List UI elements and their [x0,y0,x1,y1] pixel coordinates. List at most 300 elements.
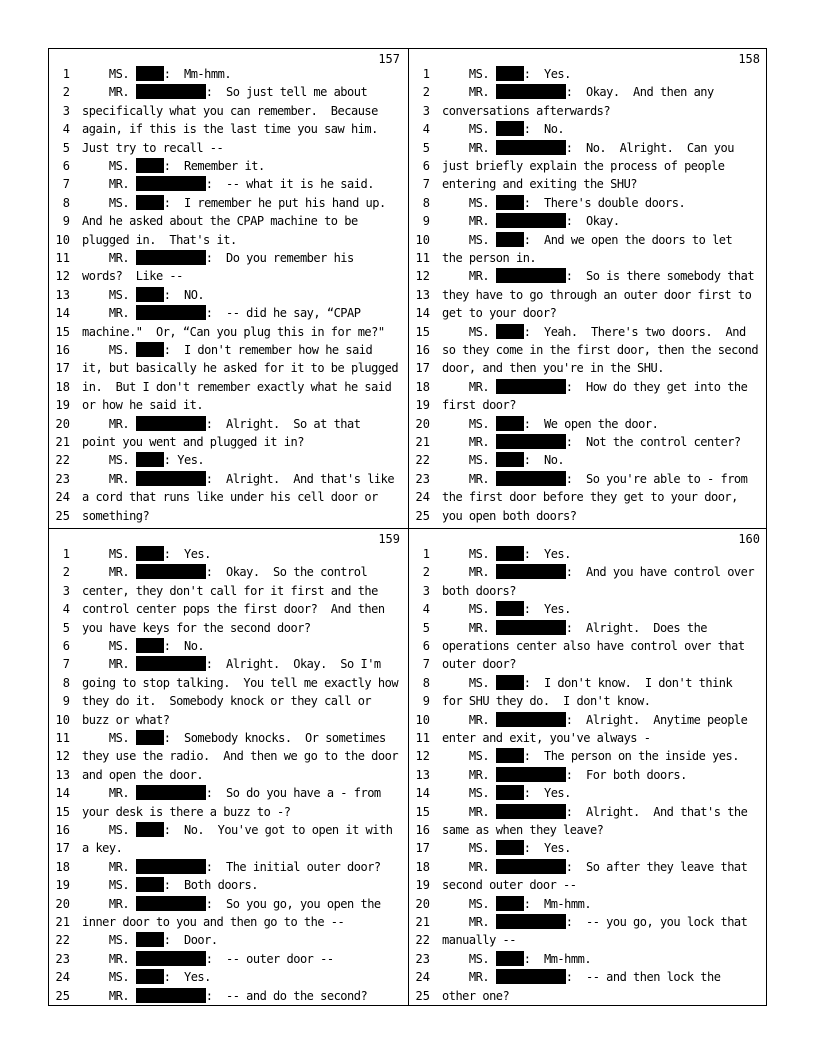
line-number: 24 [55,490,70,505]
redaction-box [496,969,566,984]
line-text: MR. [442,269,496,284]
line-text: they do it. Somebody knock or they call or [82,694,372,709]
redaction-box [496,232,524,247]
line-text: MS. [82,343,136,357]
line-text: you open both doors? [442,508,577,523]
line-text: center, they don't call for it first and the [82,583,378,598]
transcript-line [442,120,564,138]
line-number: 8 [422,675,430,690]
line-number: 17 [55,841,70,856]
redaction-box [496,471,566,486]
line-text: : Yes. [523,547,571,561]
redaction-box [136,730,164,745]
transcript-line [442,194,685,212]
redaction-box [496,546,524,561]
redaction-box [496,66,524,81]
transcript-line [82,451,204,469]
transcript-line [442,231,732,249]
transcript-line [82,895,381,913]
line-text: MR. [442,804,496,819]
line-text: : No. You've got to open it with [163,823,393,837]
line-number: 9 [422,694,430,709]
line-text: operations center also have control over that [442,639,745,653]
transcript-line [82,931,218,949]
line-number: 3 [62,583,70,598]
page-number: 157 [378,52,400,66]
line-text: you have keys for the second door? [82,620,311,635]
line-text: MR. [442,214,496,229]
line-number: 25 [415,988,430,1003]
redaction-box [496,195,524,210]
line-text: : The initial outer door? [205,859,381,874]
transcript-line [82,120,378,138]
line-text: same as when they leave? [442,823,604,837]
line-text: MR. [82,85,136,100]
line-text: : I don't remember how he said [163,343,373,357]
transcript-line [82,433,304,451]
transcript-line [82,231,237,249]
line-text: : Alright. Does the [565,620,708,635]
line-text: : -- you go, you lock that [565,915,748,929]
transcript-line [442,175,637,193]
line-text: MS. [442,841,496,856]
transcript-line [442,545,571,563]
redaction-box [496,859,566,874]
line-text: entering and exiting the SHU? [442,177,638,192]
transcript-line [442,931,516,949]
transcript-line [82,65,231,83]
line-number: 15 [415,804,430,819]
line-number: 19 [55,398,70,413]
redaction-box [136,564,206,579]
transcript-line [82,950,334,968]
line-text: MS. [442,675,496,690]
line-number: 15 [55,804,70,819]
redaction-box [496,951,524,966]
line-text: MR. [442,435,496,449]
line-text: : Alright. So at that [205,416,361,431]
line-text: your desk is there a buzz to -? [82,804,291,819]
transcript-line [82,582,378,600]
line-text: MS. [442,195,496,210]
line-text: MS. [82,878,136,893]
line-number: 7 [62,657,70,672]
line-text: inner door to you and then go to the -- [82,915,345,929]
line-text: : No. [523,453,565,468]
redaction-box [136,932,164,947]
redaction-box [136,969,164,984]
line-text: MS. [442,951,496,966]
transcript-line [442,582,516,600]
redaction-box [136,822,164,837]
line-number: 2 [422,85,430,100]
line-number: 21 [415,435,430,449]
line-text: : Alright. Anytime people [565,712,748,727]
line-number: 18 [415,379,430,394]
line-number: 3 [62,103,70,118]
line-number: 23 [55,951,70,966]
line-number: 23 [55,471,70,486]
line-number: 16 [55,343,70,357]
redaction-box [496,804,566,819]
redaction-box [496,379,566,394]
line-number: 1 [62,67,70,81]
line-number: 23 [415,471,430,486]
line-number: 9 [62,694,70,709]
line-text: machine." Or, “Can you plug this in for me?" [82,324,385,339]
redaction-box [496,84,566,99]
transcript-line [82,286,204,304]
line-text: : Door. [163,933,218,948]
transcript-line [82,545,211,563]
line-number: 22 [415,933,430,948]
transcript-line [82,913,344,931]
transcript-line [82,876,258,894]
line-number: 20 [55,416,70,431]
transcript-line [442,378,747,396]
line-text: MR. [442,379,496,394]
redaction-box [496,675,524,690]
line-text: words? Like -- [82,269,183,284]
transcript-line [82,803,290,821]
transcript-line [442,249,536,267]
line-number: 24 [415,490,430,505]
line-number: 10 [415,712,430,727]
line-text: : We open the door. [523,416,659,431]
line-text: : Mm-hmm. [523,896,592,911]
line-number: 10 [415,232,430,247]
line-number: 21 [55,435,70,449]
transcript-line [442,83,714,101]
line-text: control center pops the first door? And then [82,602,385,617]
line-text: MR. [442,915,496,929]
line-text: : For both doors. [565,767,687,782]
line-text: second outer door -- [442,878,577,893]
line-text: MR. [442,970,496,985]
transcript-line [82,323,385,341]
line-text: : So is there somebody that [565,269,755,284]
redaction-box [136,305,206,320]
line-number: 5 [62,620,70,635]
page-158 [412,50,764,526]
line-number: 13 [415,767,430,782]
line-text: : Yes. [163,970,211,985]
line-text: MR. [82,786,136,801]
transcript-line [442,747,739,765]
transcript-line [442,692,650,710]
line-text: other one? [442,988,510,1003]
line-text: MS. [442,547,496,561]
transcript-line [82,249,354,267]
line-number: 11 [415,251,430,265]
line-number: 6 [422,159,430,173]
redaction-box [496,914,566,929]
line-text: first door? [442,398,516,413]
line-text: : I remember he put his hand up. [163,195,386,210]
line-number: 13 [55,767,70,782]
line-number: 15 [415,324,430,339]
line-text: : So do you have a - from [205,786,381,801]
line-text: : Yes. [523,602,571,617]
line-text: MR. [82,565,136,580]
line-text: MS. [82,453,136,468]
line-text: just briefly explain the process of people [442,159,725,173]
transcript-line [442,157,724,175]
line-text: MR. [442,712,496,727]
line-number: 11 [415,731,430,745]
line-text: MS. [82,67,136,81]
line-text: point you went and plugged it in? [82,435,304,449]
transcript-line [442,803,747,821]
line-text: MR. [82,951,136,966]
line-number: 17 [415,841,430,856]
line-text: : The person on the inside yes. [523,749,739,764]
line-text: MS. [82,823,136,837]
transcript-line [82,194,386,212]
redaction-box [496,324,524,339]
line-text: they use the radio. And then we go to the door [82,749,399,764]
transcript-line [82,968,211,986]
redaction-box [136,877,164,892]
transcript-line [442,433,741,451]
line-text: MS. [82,159,136,173]
line-number: 1 [422,67,430,81]
transcript-line [442,102,610,120]
line-text: going to stop talking. You tell me exactly how [82,675,399,690]
line-text: : And we open the doors to let [523,232,733,247]
line-number: 1 [422,547,430,561]
line-number: 18 [55,379,70,394]
transcript-line [82,415,360,433]
transcript-line [82,619,311,637]
line-number: 8 [62,675,70,690]
line-number: 20 [55,896,70,911]
line-number: 2 [422,565,430,580]
line-text: : Yes. [163,547,211,561]
line-text: enter and exit, you've always - [442,731,651,745]
line-text: : Yes. [523,786,571,801]
transcript-line [82,766,203,784]
line-number: 4 [62,602,70,617]
line-number: 20 [415,416,430,431]
line-number: 12 [415,749,430,764]
line-text: Just try to recall -- [82,140,224,155]
transcript-line [442,950,591,968]
line-number: 5 [422,140,430,155]
transcript-line [82,304,360,322]
line-number: 19 [415,878,430,893]
line-text: : Mm-hmm. [163,67,232,81]
line-number: 12 [55,749,70,764]
transcript-line [442,415,658,433]
line-text: : Okay. And then any [565,85,714,100]
redaction-box [136,250,206,265]
line-text: buzz or what? [82,712,170,727]
redaction-box [136,471,206,486]
line-text: MR. [82,859,136,874]
transcript-line [442,913,747,931]
line-text: MR. [442,767,496,782]
redaction-box [496,268,566,283]
line-text: : Yeah. There's two doors. And [523,324,746,339]
line-number: 13 [415,287,430,302]
line-text: : Yes. [163,453,205,468]
line-number: 25 [415,508,430,523]
transcript-line [442,766,687,784]
transcript-line [442,212,620,230]
line-text: again, if this is the last time you saw him. [82,122,378,137]
line-text: MR. [82,416,136,431]
line-text: MR. [82,471,136,486]
line-number: 8 [422,195,430,210]
redaction-box [136,176,206,191]
transcript-line [442,821,603,839]
line-text: outer door? [442,657,516,672]
line-number: 9 [62,214,70,229]
line-text: : I don't know. I don't think [523,675,733,690]
transcript-line [442,876,577,894]
line-number: 22 [55,933,70,948]
line-text: MS. [82,970,136,985]
line-number: 8 [62,195,70,210]
line-number: 24 [55,970,70,985]
line-text: for SHU they do. I don't know. [442,694,651,709]
transcript-line [442,304,556,322]
line-text: : So you go, you open the [205,896,381,911]
page-number: 158 [738,52,760,66]
line-text: MR. [82,988,136,1003]
redaction-box [136,287,164,302]
line-number: 11 [55,731,70,745]
line-number: 16 [415,823,430,837]
transcript-line [82,711,169,729]
page-number: 160 [738,532,760,546]
redaction-box [136,785,206,800]
line-number: 24 [415,970,430,985]
transcript-line [82,507,149,525]
line-text: MR. [82,306,136,321]
transcript-line [82,692,371,710]
line-text: MR. [82,177,136,192]
line-text: : Okay. So the control [205,565,368,580]
line-text: MR. [82,657,136,672]
transcript-line [82,600,385,618]
line-number: 7 [422,657,430,672]
transcript-line [442,619,707,637]
line-text: the first door before they get to your door, [442,490,738,505]
transcript-line [442,858,747,876]
line-number: 18 [415,859,430,874]
line-text: : Not the control center? [565,435,741,449]
transcript-line [442,655,516,673]
transcript-line [82,747,398,765]
transcript-line [82,359,398,377]
transcript-line [442,729,650,747]
line-number: 17 [415,361,430,376]
transcript-line [82,563,367,581]
transcript-line [442,563,754,581]
line-number: 4 [62,122,70,137]
redaction-box [136,988,206,1003]
transcript-line [442,968,720,986]
line-text: MR. [442,620,496,635]
line-text: get to your door? [442,306,557,321]
transcript-line [82,470,394,488]
redaction-box [496,416,524,431]
page-159 [52,530,404,1006]
redaction-box [136,896,206,911]
line-text: and open the door. [82,767,204,782]
transcript-line [442,895,591,913]
transcript-line [82,341,372,359]
line-text: MR. [442,565,496,580]
line-text: : There's double doors. [523,195,686,210]
line-text: : No. [523,122,565,137]
transcript-line [442,674,732,692]
line-number: 20 [415,896,430,911]
line-text: MS. [82,195,136,210]
line-text: MS. [82,639,136,653]
line-text: both doors? [442,583,516,598]
transcript-line [82,175,374,193]
transcript-line [442,451,564,469]
line-text: : Alright. And that's the [565,804,748,819]
line-number: 21 [415,915,430,929]
line-number: 7 [422,177,430,192]
redaction-box [496,213,566,228]
line-text: or how he said it. [82,398,204,413]
line-number: 15 [55,324,70,339]
transcript-line [442,396,516,414]
transcript-line [442,470,747,488]
line-text: : NO. [163,287,205,302]
line-text: MS. [442,232,496,247]
transcript-line [82,674,398,692]
transcript-line [82,157,265,175]
line-text: MR. [442,85,496,100]
line-text: : And you have control over [565,565,755,580]
line-text: : No. Alright. Can you [565,140,734,155]
transcript-line [82,212,358,230]
transcript-line [442,987,509,1005]
line-text: something? [82,508,150,523]
line-text: door, and then you're in the SHU. [442,361,664,376]
line-text: MR. [82,896,136,911]
redaction-box [496,121,524,136]
transcript-line [442,711,747,729]
line-number: 14 [415,306,430,321]
line-number: 3 [422,583,430,598]
redaction-box [136,342,164,357]
redaction-box [136,158,164,173]
line-number: 7 [62,177,70,192]
redaction-box [496,840,524,855]
line-number: 9 [422,214,430,229]
transcript-line [82,655,381,673]
redaction-box [496,712,566,727]
line-text: in. But I don't remember exactly what he said [82,379,392,394]
line-number: 6 [422,639,430,653]
transcript-line [442,507,577,525]
line-text: : So just tell me about [205,85,368,100]
line-text: MS. [82,933,136,948]
transcript-line [82,729,386,747]
line-number: 25 [55,508,70,523]
transcript-line [442,839,571,857]
line-text: MS. [442,67,496,81]
line-text: MR. [442,140,496,155]
line-number: 22 [55,453,70,468]
